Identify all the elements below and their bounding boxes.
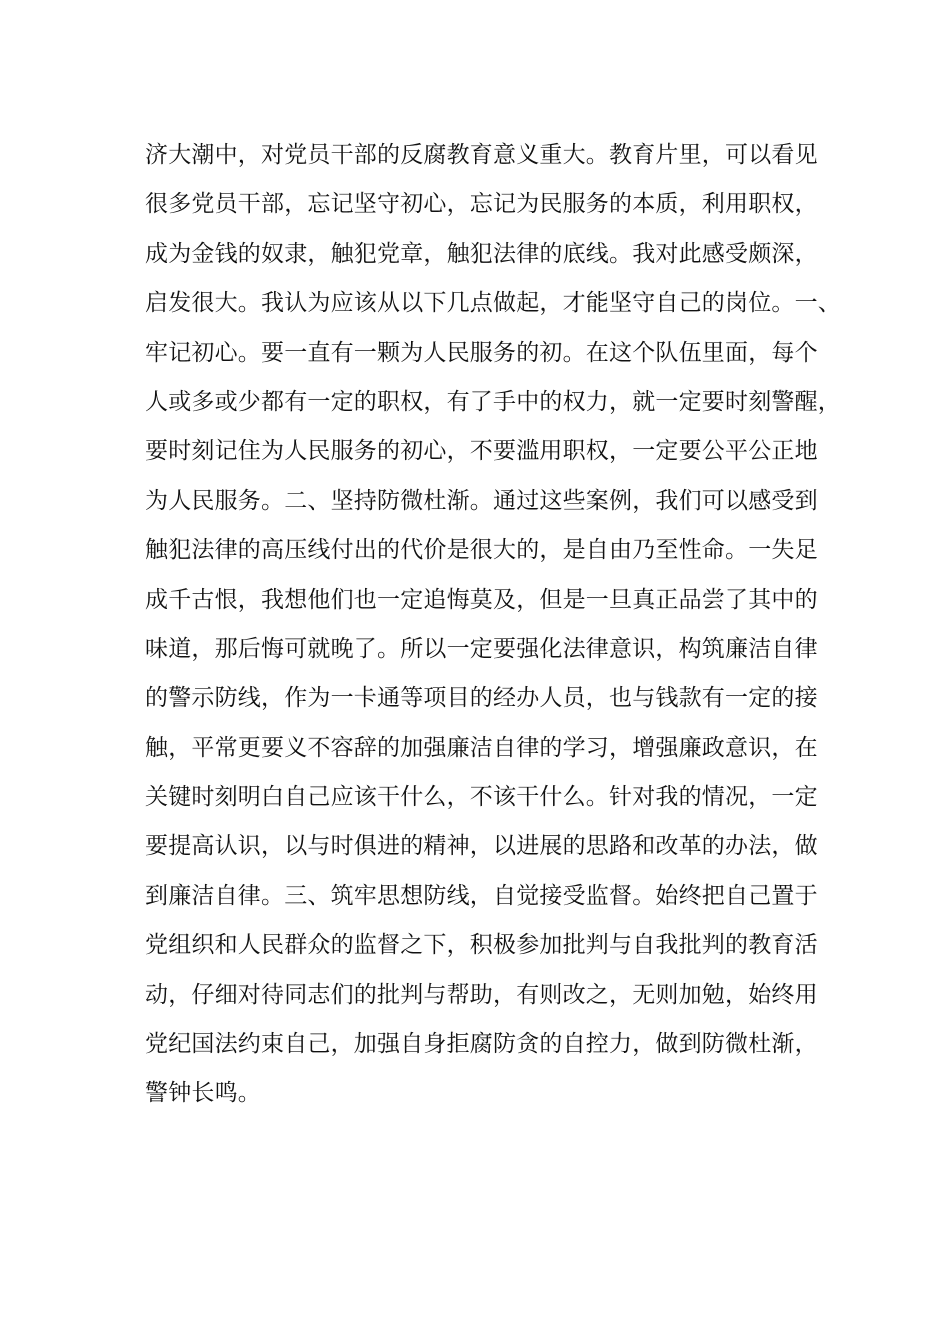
text-line: 触犯法律的高压线付出的代价是很大的，是自由乃至性命。一失足 bbox=[145, 537, 818, 564]
text-line: 济大潮中，对党员干部的反腐教育意义重大。教育片里，可以看见 bbox=[145, 142, 818, 168]
text-line: 很多党员干部，忘记坚守初心，忘记为民服务的本质，利用职权， bbox=[145, 191, 818, 218]
text-line: 启发很大。我认为应该从以下几点做起，才能坚守自己的岗位。一、 bbox=[145, 290, 841, 317]
text-line: 要时刻记住为人民服务的初心，不要滥用职权，一定要公平公正地 bbox=[145, 438, 818, 465]
text-line: 味道，那后悔可就晚了。所以一定要强化法律意识，构筑廉洁自律 bbox=[145, 635, 818, 662]
text-line: 牢记初心。要一直有一颗为人民服务的初。在这个队伍里面，每个 bbox=[145, 339, 818, 366]
text-line: 触，平常更要义不容辞的加强廉洁自律的学习，增强廉政意识，在 bbox=[145, 734, 818, 761]
text-line: 警钟长鸣。 bbox=[145, 1080, 261, 1107]
text-line: 要提高认识，以与时俱进的精神，以进展的思路和改革的办法，做 bbox=[145, 833, 818, 860]
text-line: 的警示防线，作为一卡通等项目的经办人员，也与钱款有一定的接 bbox=[145, 685, 818, 712]
text-line: 人或多或少都有一定的职权，有了手中的权力，就一定要时刻警醒， bbox=[145, 388, 841, 415]
text-line: 动，仔细对待同志们的批判与帮助，有则改之，无则加勉，始终用 bbox=[145, 981, 818, 1008]
text-line: 到廉洁自律。三、筑牢思想防线，自觉接受监督。始终把自己置于 bbox=[145, 882, 818, 909]
text-line: 成千古恨，我想他们也一定追悔莫及，但是一旦真正品尝了其中的 bbox=[145, 586, 818, 613]
text-line: 关键时刻明白自己应该干什么，不该干什么。针对我的情况，一定 bbox=[145, 784, 818, 811]
text-line: 为人民服务。二、坚持防微杜渐。通过这些案例，我们可以感受到 bbox=[145, 487, 818, 514]
text-line: 党纪国法约束自己，加强自身拒腐防贪的自控力，做到防微杜渐， bbox=[145, 1031, 818, 1058]
text-line: 成为金钱的奴隶，触犯党章，触犯法律的底线。我对此感受颇深， bbox=[145, 240, 818, 267]
body-paragraph bbox=[145, 131, 865, 1119]
text-line: 党组织和人民群众的监督之下，积极参加批判与自我批判的教育活 bbox=[145, 932, 818, 959]
